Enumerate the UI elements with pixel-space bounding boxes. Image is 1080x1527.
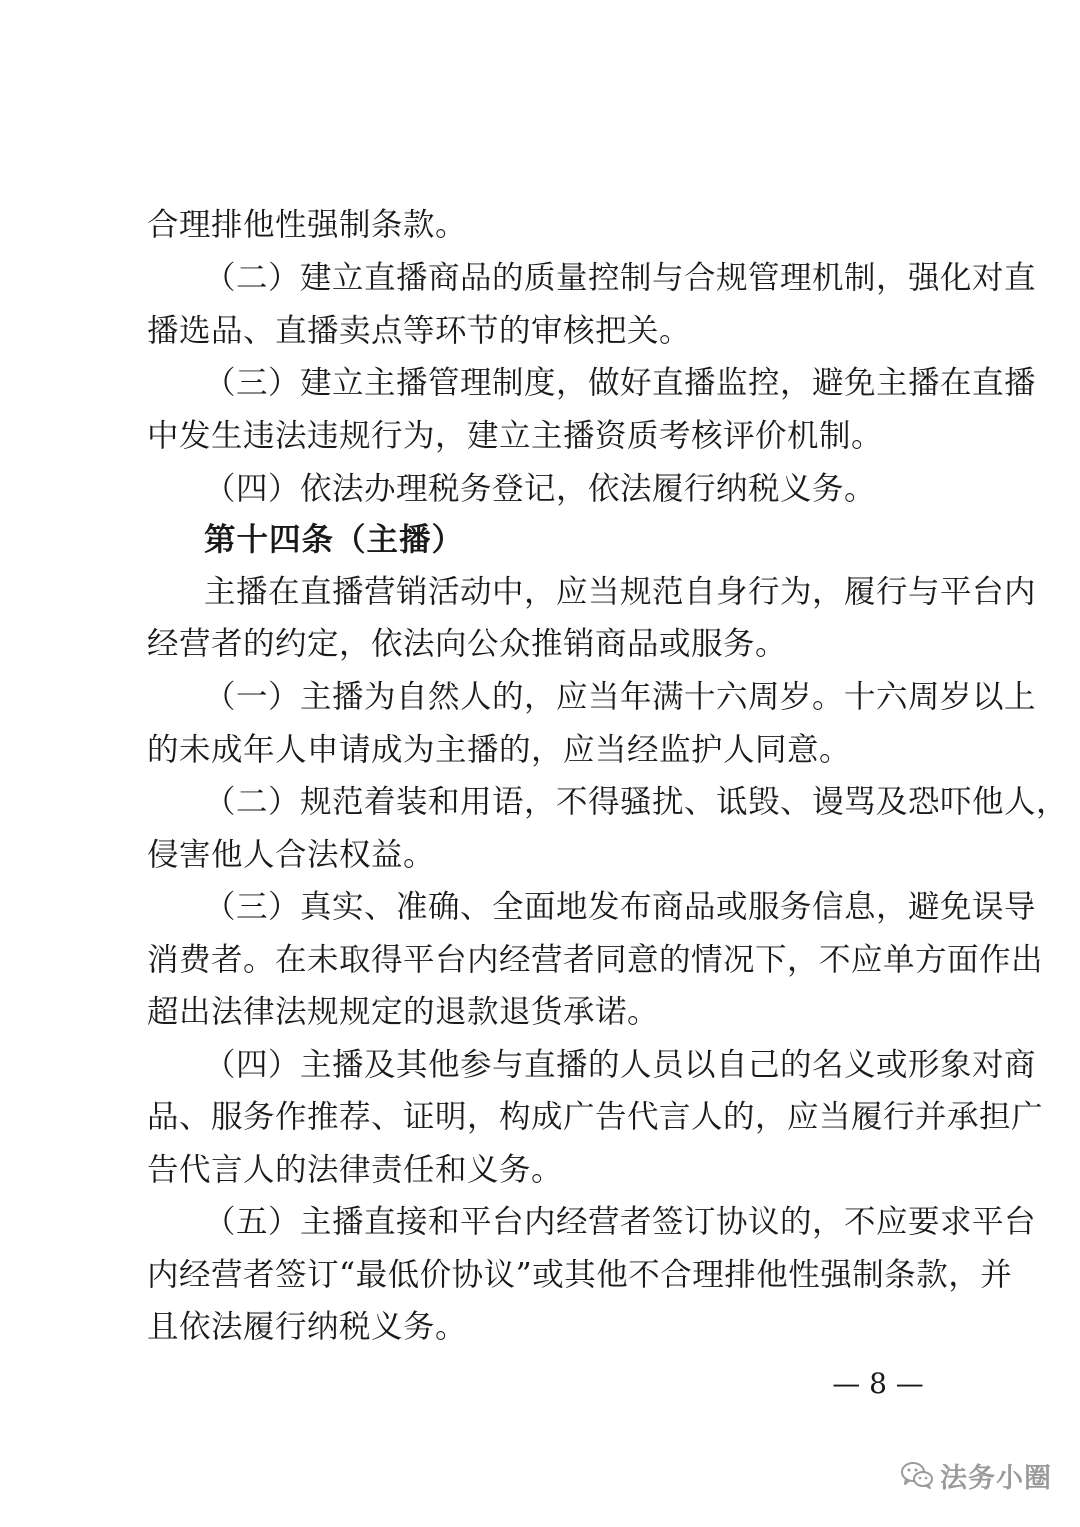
article-heading: 第十四条（主播） [204, 522, 465, 558]
text-line: （二）建立直播商品的质量控制与合规管理机制，强化对直 [204, 260, 1037, 296]
text-line: （三）真实、准确、全面地发布商品或服务信息，避免误导 [204, 889, 1037, 925]
wechat-icon [900, 1460, 934, 1490]
text-line: （四）依法办理税务登记，依法履行纳税义务。 [204, 471, 877, 507]
watermark [900, 1455, 1052, 1495]
text-line: 告代言人的法律责任和义务。 [147, 1152, 564, 1188]
text-line: 合理排他性强制条款。 [147, 207, 468, 243]
watermark-text: 法务小圈 [940, 1462, 1052, 1494]
page-number: — 8 — [832, 1367, 924, 1400]
text-line: 超出法律法规规定的退款退货承诺。 [147, 994, 660, 1030]
text-line: 侵害他人合法权益。 [147, 837, 436, 873]
text-line: （二）规范着装和用语，不得骚扰、诋毁、谩骂及恐吓他人， [204, 784, 1069, 820]
text-line: （四）主播及其他参与直播的人员以自己的名义或形象对商 [204, 1047, 1037, 1083]
text-line: （一）主播为自然人的，应当年满十六周岁。十六周岁以上 [204, 679, 1037, 715]
text-line: 主播在直播营销活动中，应当规范自身行为，履行与平台内 [204, 574, 1037, 610]
text-line: 内经营者签订“最低价协议”或其他不合理排他性强制条款，并 [147, 1257, 1013, 1293]
text-line: 且依法履行纳税义务。 [147, 1309, 468, 1345]
text-line: （三）建立主播管理制度，做好直播监控，避免主播在直播 [204, 365, 1037, 401]
text-line: 中发生违法违规行为，建立主播资质考核评价机制。 [147, 418, 884, 454]
text-line: 品、服务作推荐、证明，构成广告代言人的，应当履行并承担广 [147, 1099, 1044, 1135]
text-line: （五）主播直接和平台内经营者签订协议的，不应要求平台 [204, 1204, 1037, 1240]
text-line: 的未成年人申请成为主播的，应当经监护人同意。 [147, 732, 852, 768]
text-line: 经营者的约定，依法向公众推销商品或服务。 [147, 626, 788, 662]
text-line: 消费者。在未取得平台内经营者同意的情况下，不应单方面作出 [147, 942, 1044, 978]
text-line: 播选品、直播卖点等环节的审核把关。 [147, 313, 692, 349]
